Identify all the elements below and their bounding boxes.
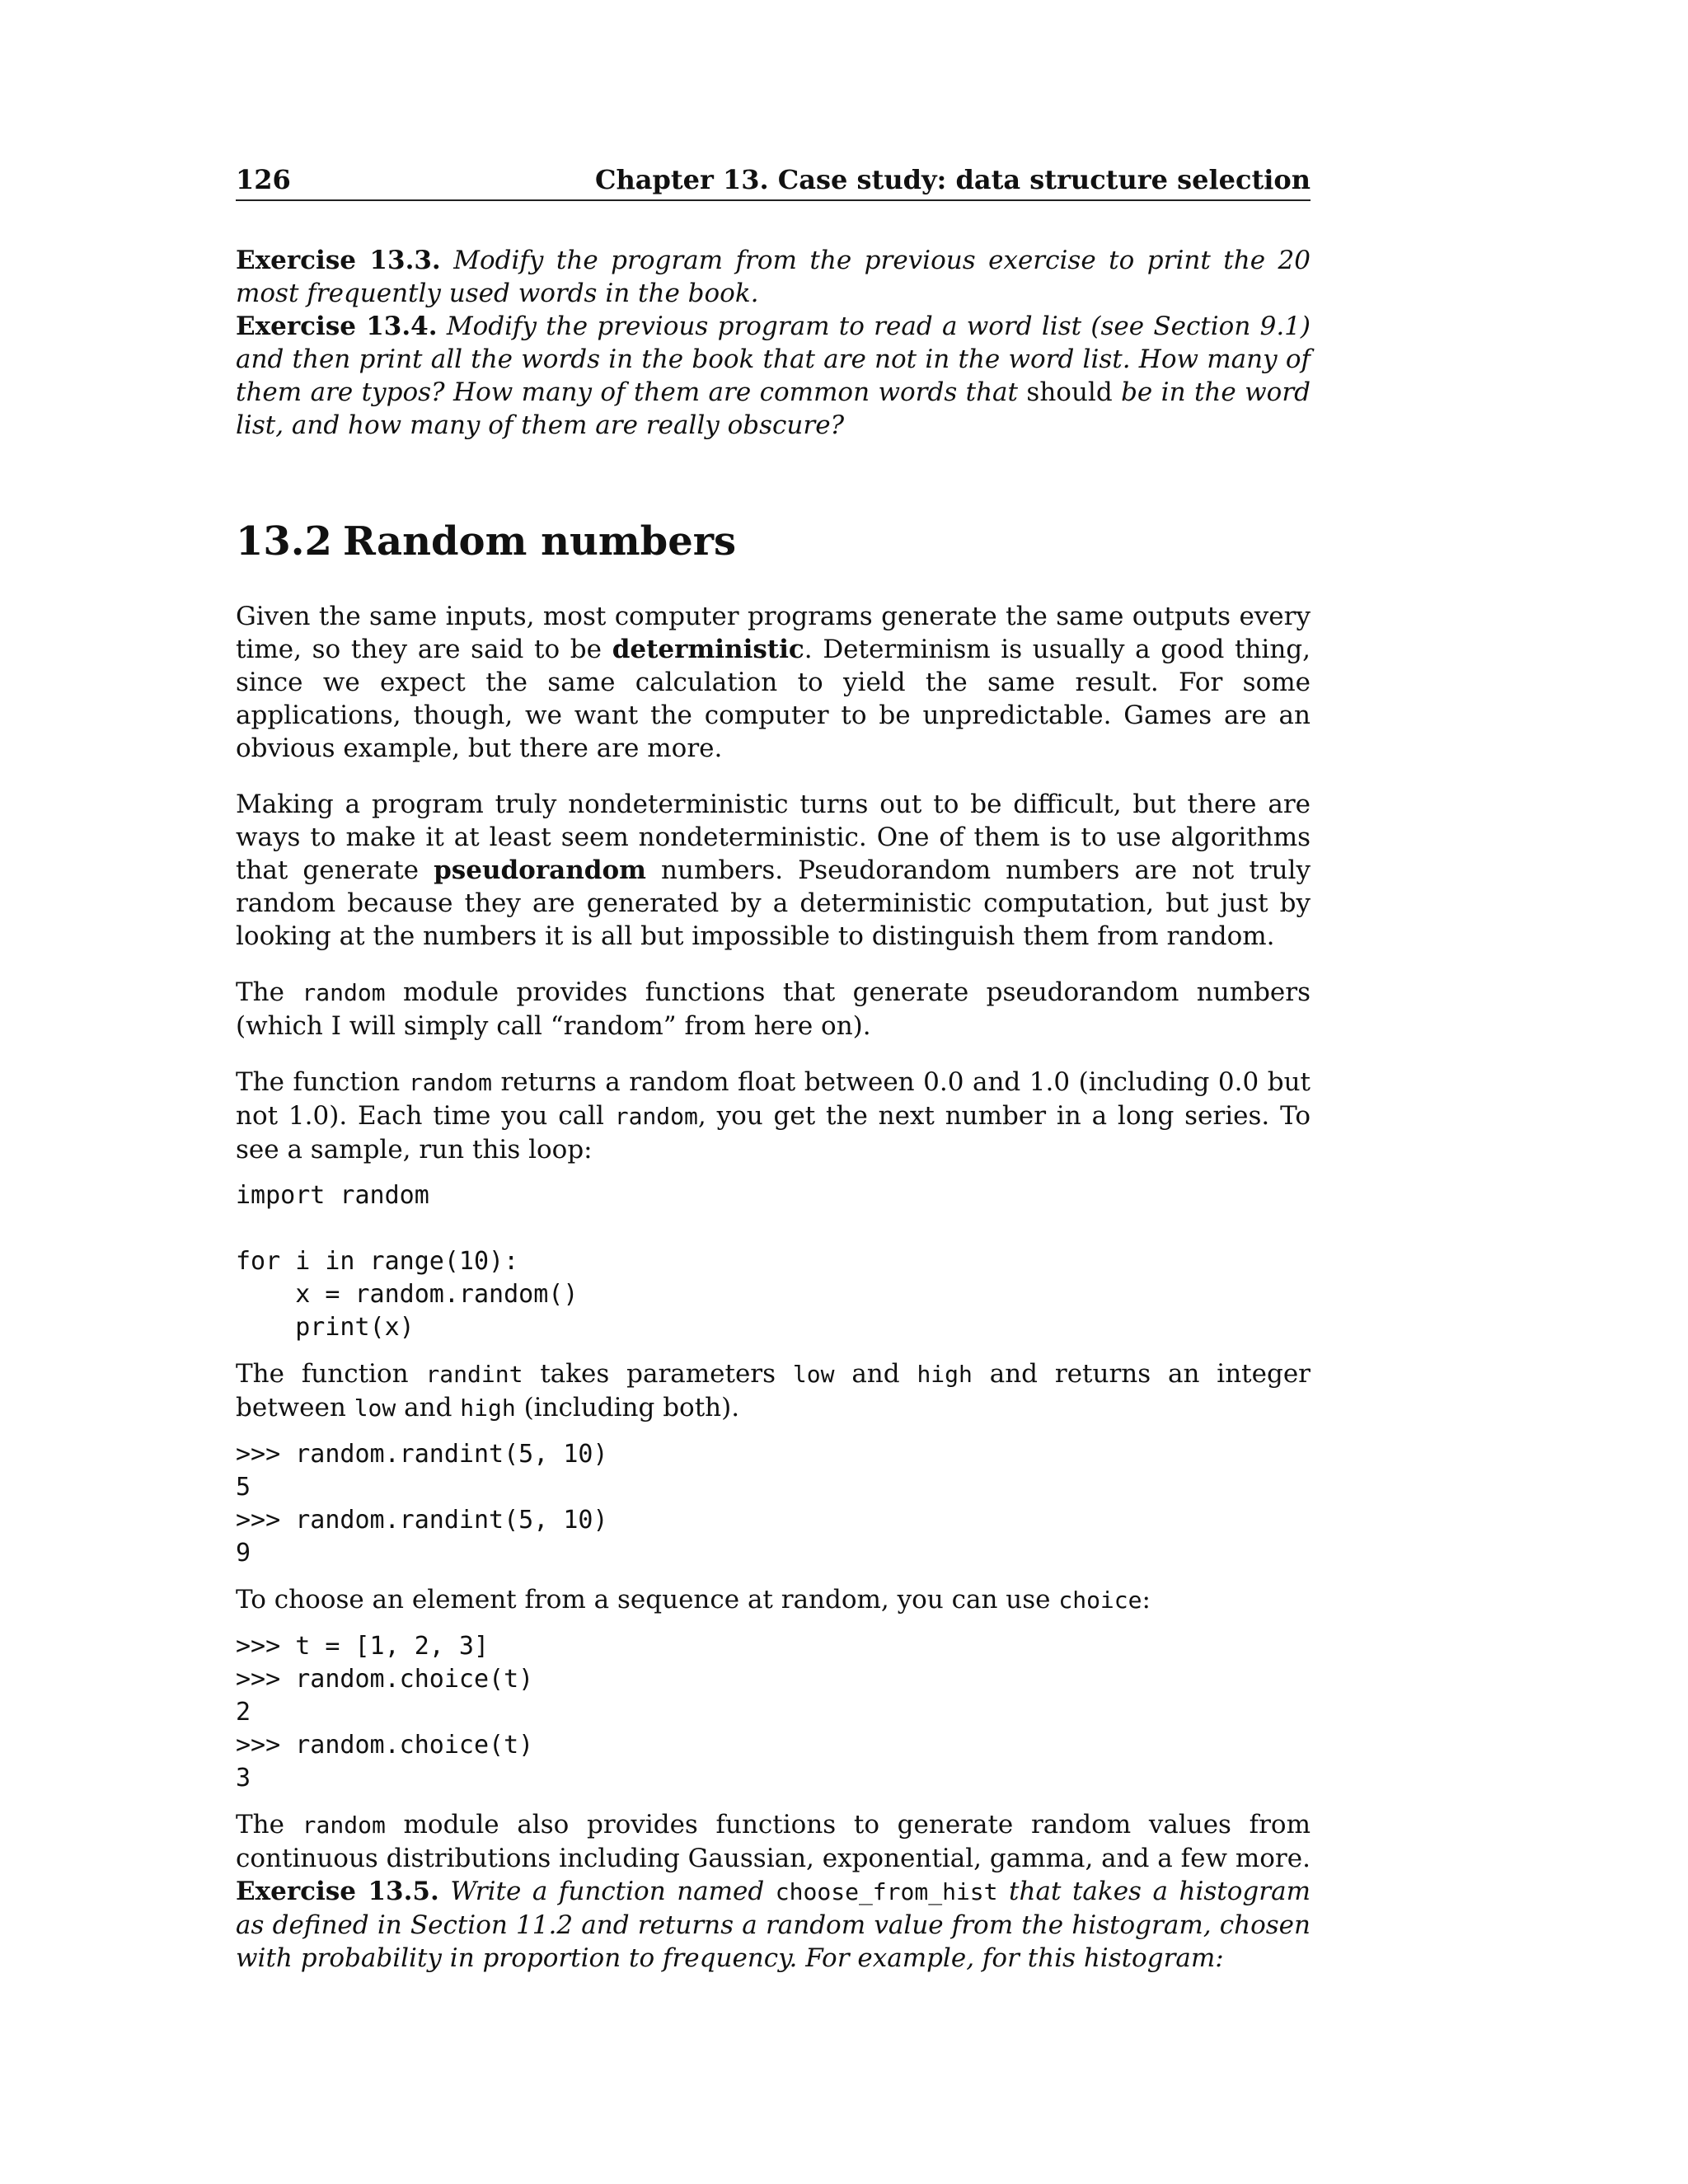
inline-code: choice — [1058, 1586, 1142, 1614]
inline-code: randint — [425, 1361, 523, 1388]
spacer-after-heading — [236, 565, 1311, 600]
text: and — [834, 1359, 917, 1389]
text: numbers. Pseudorandom numbers are not truly random because they are generated by a deterministic computation, but just by looking at the numbers it is all but impossible to distinguish them from random. — [236, 855, 1311, 951]
text: (including both). — [515, 1393, 740, 1422]
code-block-randint: >>> random.randint(5, 10) 5 >>> random.randint(5, 10) 9 — [236, 1440, 608, 1568]
spacer-header — [236, 201, 1311, 244]
term-deterministic: deterministic — [612, 635, 804, 664]
text: module also provides functions to generate random values from continuous distributions including Gaussian, exponential, gamma, and a few more. — [236, 1810, 1311, 1873]
paragraph-distributions — [236, 1808, 1311, 1875]
text: : — [1142, 1585, 1151, 1615]
exercise-text-a: Write a function named — [450, 1877, 776, 1906]
text: To choose an element from a sequence at random, you can use — [236, 1585, 1059, 1615]
text: and returns an integer between — [236, 1359, 1311, 1422]
exercise-text-before: Modify the previous program to read a word list (see Section 9.1) and then print all the words in the book that are not in the word list. How many of them are typos? How many of them are common words that — [236, 312, 1311, 407]
page-number: 126 — [236, 164, 291, 195]
text: The function — [236, 1067, 409, 1097]
page-content — [236, 157, 1311, 1975]
paragraph-random-function — [236, 1066, 1311, 1166]
text: module provides functions that generate pseudorandom numbers (which I will simply call “random” from here on). — [236, 977, 1311, 1041]
paragraph-pseudorandom — [236, 788, 1311, 953]
spacer — [236, 1344, 1311, 1357]
exercise-text-b: that takes a histogram as defined in Section 11.2 and returns a random value from the histogram, chosen with probability in proportion to frequency. For example, for this histogram: — [236, 1877, 1311, 1973]
spacer — [236, 1617, 1311, 1630]
exercise-text-after: be in the word list, and how many of them are really obscure? — [236, 377, 1311, 440]
code-block-loop: import random for i in range(10): x = random.random() print(x) — [236, 1181, 579, 1342]
text: The function — [236, 1359, 426, 1389]
paragraph-random-module — [236, 976, 1311, 1043]
text: The — [236, 1810, 302, 1840]
inline-code: choose_from_hist — [775, 1878, 998, 1905]
section-heading — [236, 518, 1311, 565]
inline-code: random — [408, 1069, 492, 1096]
spacer — [236, 1166, 1311, 1179]
spacer — [236, 1570, 1311, 1583]
paragraph-choice — [236, 1583, 1311, 1617]
spacer-section — [236, 442, 1311, 518]
text: . Determinism is usually a good thing, since we expect the same calculation to yield the same result. For some applications, though, we want the computer to be unpredictable. Games are an obvious example, but there are more. — [236, 635, 1311, 763]
section-title: Random numbers — [343, 518, 737, 565]
text: , you get the next number in a long series. To see a sample, run this loop: — [236, 1101, 1311, 1165]
exercise-13-4 — [236, 310, 1311, 442]
inline-code: high — [917, 1361, 973, 1388]
exercise-label: Exercise 13.5. — [236, 1877, 439, 1906]
inline-code: random — [302, 1811, 386, 1839]
chapter-title: Chapter 13. Case study: data structure selection — [595, 164, 1311, 195]
paragraph-randint — [236, 1357, 1311, 1425]
exercise-label: Exercise 13.4. — [236, 312, 438, 341]
inline-code: low — [792, 1361, 835, 1388]
exercise-13-5 — [236, 1875, 1311, 1975]
text: and — [396, 1393, 461, 1422]
text: Given the same inputs, most computer programs generate the same outputs every time, so they are said to be — [236, 602, 1311, 664]
section-number: 13.2 — [236, 518, 332, 565]
exercise-13-3 — [236, 244, 1311, 310]
exercise-upright-word: should — [1026, 377, 1113, 407]
term-pseudorandom: pseudorandom — [434, 855, 646, 885]
text: Making a program truly nondeterministic turns out to be difficult, but there are ways to make it at least seem nondeterministic. One of them is to use algorithms that generate — [236, 790, 1311, 885]
spacer — [236, 1043, 1311, 1066]
spacer — [236, 765, 1311, 788]
paragraph-deterministic — [236, 600, 1311, 765]
spacer — [236, 1425, 1311, 1438]
inline-code: high — [460, 1394, 516, 1422]
spacer — [236, 953, 1311, 976]
spacer — [236, 1795, 1311, 1808]
code-block-choice: >>> t = [1, 2, 3] >>> random.choice(t) 2 >>> random.choice(t) 3 — [236, 1632, 534, 1793]
running-header — [236, 157, 1311, 201]
text: takes parameters — [523, 1359, 793, 1389]
inline-code: random — [614, 1103, 698, 1130]
exercise-text: Modify the program from the previous exercise to print the 20 most frequently used words in the book. — [236, 246, 1311, 308]
text: returns a random float between 0.0 and 1.0 (including 0.0 but not 1.0). Each time you call — [236, 1067, 1311, 1131]
inline-code: low — [354, 1394, 396, 1422]
text: The — [236, 977, 302, 1007]
exercise-label: Exercise 13.3. — [236, 246, 441, 275]
inline-code: random — [302, 979, 386, 1006]
